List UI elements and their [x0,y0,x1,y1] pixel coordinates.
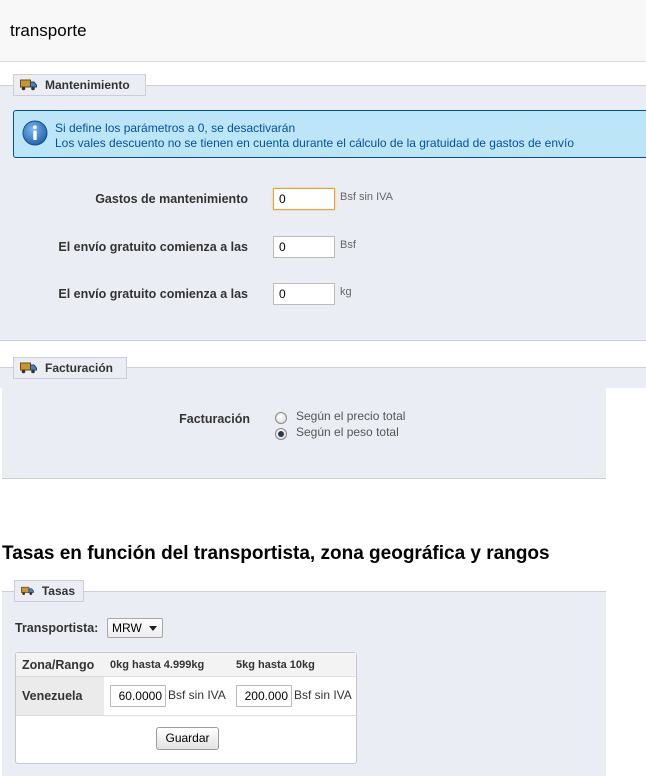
truck-icon [21,585,34,597]
rate-unit-range-2: Bsf sin IVA [294,688,352,702]
truck-icon [20,362,37,374]
billing-by-weight-label[interactable]: Según el peso total [296,425,399,439]
zone-range-header: Zona/Rango [22,658,95,672]
billing-label: Facturación [179,412,250,426]
tasas-legend [14,580,84,602]
handling-fee-label: Gastos de mantenimiento [95,192,248,206]
row-divider [16,715,356,716]
save-button[interactable]: Guardar [156,727,219,750]
free-shipping-price-unit: Bsf [340,239,356,251]
facturacion-legend [13,357,127,379]
mantenimiento-legend [13,74,146,96]
billing-by-weight-radio[interactable] [275,428,287,440]
page-header [0,0,646,62]
free-shipping-weight-input[interactable] [273,283,335,305]
info-icon [22,120,48,146]
page-title: transporte [10,21,87,40]
free-shipping-price-input[interactable] [273,236,335,258]
carrier-select-value: MRW [112,621,142,635]
carrier-select[interactable] [107,618,163,638]
free-shipping-price-label: El envío gratuito comienza a las [58,240,248,254]
billing-by-price-label[interactable]: Según el precio total [296,409,406,423]
info-box [13,110,646,158]
range-header-1: 0kg hasta 4.999kg [110,659,205,671]
info-line-1: Si define los parámetros a 0, se desactivarán [55,121,296,135]
rate-unit-range-1: Bsf sin IVA [168,688,226,702]
rates-heading: Tasas en función del transportista, zona geográfica y rangos [2,543,550,564]
facturacion-legend-label: Facturación [45,361,114,375]
rate-input-range-1[interactable] [110,685,166,707]
carrier-label: Transportista: [15,621,99,635]
mantenimiento-legend-label: Mantenimiento [45,78,130,92]
tasas-legend-label: Tasas [41,584,75,598]
handling-fee-input[interactable] [273,188,335,210]
free-shipping-weight-unit: kg [340,286,352,298]
chevron-down-icon [149,626,157,631]
rate-input-range-2[interactable] [236,685,292,707]
free-shipping-weight-label: El envío gratuito comienza a las [58,287,248,301]
range-header-2: 5kg hasta 10kg [236,659,315,671]
handling-fee-unit: Bsf sin IVA [340,191,393,203]
truck-icon [20,79,37,91]
billing-by-price-radio[interactable] [275,412,287,424]
zone-name: Venezuela [22,689,83,703]
info-line-2: Los vales descuento no se tienen en cuenta durante el cálculo de la gratuidad de gastos de envío [55,136,575,150]
